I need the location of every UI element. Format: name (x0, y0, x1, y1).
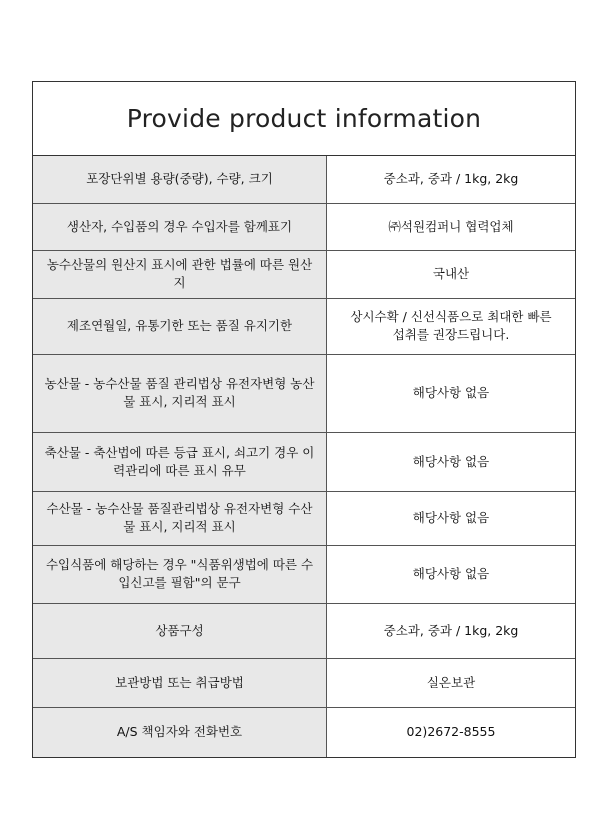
row-label: 보관방법 또는 취급방법 (33, 658, 327, 707)
row-value: 해당사항 없음 (327, 354, 576, 432)
table-row (33, 658, 575, 707)
title-bar (33, 82, 575, 156)
product-info-sheet (32, 81, 576, 758)
table-row (33, 298, 575, 354)
row-value: 상시수확 / 신선식품으로 최대한 빠른 섭취를 권장드립니다. (327, 298, 576, 354)
row-label: 수입식품에 해당하는 경우 "식품위생법에 따른 수입신고를 필함"의 문구 (33, 545, 327, 603)
row-value: 실온보관 (327, 658, 576, 707)
product-info-table (33, 156, 575, 757)
table-row (33, 354, 575, 432)
row-label: 포장단위별 용량(중량), 수량, 크기 (33, 156, 327, 203)
row-value: 국내산 (327, 250, 576, 298)
table-row (33, 603, 575, 658)
row-label: 생산자, 수입품의 경우 수입자를 함께표기 (33, 203, 327, 250)
row-value: 중소과, 중과 / 1kg, 2kg (327, 156, 576, 203)
row-label: 수산물 - 농수산물 품질관리법상 유전자변형 수산물 표시, 지리적 표시 (33, 491, 327, 545)
page-title: Provide product information (126, 104, 482, 133)
table-row (33, 491, 575, 545)
row-label: 상품구성 (33, 603, 327, 658)
table-row (33, 203, 575, 250)
row-label: A/S 책임자와 전화번호 (33, 707, 327, 757)
table-row (33, 250, 575, 298)
row-value: 중소과, 중과 / 1kg, 2kg (327, 603, 576, 658)
row-value: 해당사항 없음 (327, 545, 576, 603)
row-label: 제조연월일, 유통기한 또는 품질 유지기한 (33, 298, 327, 354)
table-row (33, 545, 575, 603)
row-label: 농산물 - 농수산물 품질 관리법상 유전자변형 농산물 표시, 지리적 표시 (33, 354, 327, 432)
row-label: 축산물 - 축산법에 따른 등급 표시, 쇠고기 경우 이력관리에 따른 표시 유무 (33, 432, 327, 491)
table-row (33, 707, 575, 757)
row-value: ㈜석원컴퍼니 협력업체 (327, 203, 576, 250)
row-value: 02)2672-8555 (327, 707, 576, 757)
row-value: 해당사항 없음 (327, 491, 576, 545)
row-label: 농수산물의 원산지 표시에 관한 법률에 따른 원산지 (33, 250, 327, 298)
table-row (33, 156, 575, 203)
table-row (33, 432, 575, 491)
row-value: 해당사항 없음 (327, 432, 576, 491)
